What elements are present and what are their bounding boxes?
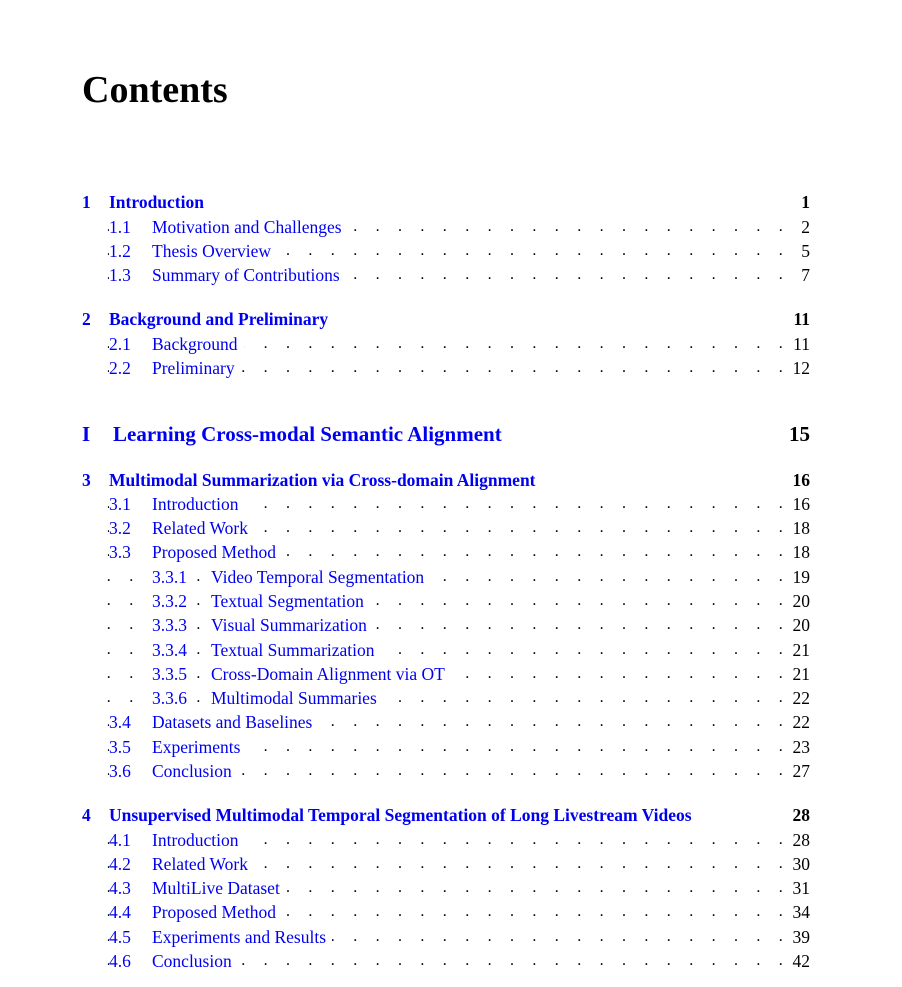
section-number: 3.2 xyxy=(109,516,137,540)
page-number: 1 xyxy=(795,190,810,214)
page-number: 28 xyxy=(787,828,811,852)
section-link[interactable]: Summary of Contributions xyxy=(152,263,346,287)
toc-part-one[interactable] xyxy=(0,419,902,449)
part-number: I xyxy=(82,419,96,449)
toc-entry[interactable] xyxy=(0,900,902,924)
section-number: 1.3 xyxy=(109,263,137,287)
part-link[interactable]: Learning Cross-modal Semantic Alignment xyxy=(113,419,508,449)
toc-chapter-livestream-segmentation[interactable] xyxy=(0,803,902,827)
page-number: 19 xyxy=(787,565,811,589)
subsection-link[interactable]: Video Temporal Segmentation xyxy=(211,565,430,589)
page-number: 34 xyxy=(787,900,811,924)
toc-entry[interactable] xyxy=(0,710,902,734)
toc-chapter-multimodal-summarization[interactable] xyxy=(0,468,902,492)
page-number: 28 xyxy=(787,803,811,827)
section-number: 3.6 xyxy=(109,759,137,783)
section-number: 3.4 xyxy=(109,710,137,734)
section-link[interactable]: Preliminary xyxy=(152,356,241,380)
toc-entry[interactable] xyxy=(0,239,902,263)
page-number: 39 xyxy=(787,925,811,949)
toc-entry[interactable] xyxy=(0,638,902,662)
page-number: 16 xyxy=(787,468,811,492)
section-number: 3.5 xyxy=(109,735,137,759)
section-number: 2.1 xyxy=(109,332,137,356)
chapter-link[interactable]: Introduction xyxy=(109,190,210,214)
page-number: 11 xyxy=(787,332,810,356)
page-number: 18 xyxy=(787,516,811,540)
section-number: 3.1 xyxy=(109,492,137,516)
toc-entry[interactable] xyxy=(0,215,902,239)
section-link[interactable]: MultiLive Dataset xyxy=(152,876,286,900)
page-number: 18 xyxy=(787,540,811,564)
page-number: 2 xyxy=(795,215,810,239)
toc-entry[interactable] xyxy=(0,589,902,613)
chapter-number: 3 xyxy=(82,468,97,492)
toc-entry[interactable] xyxy=(0,540,902,564)
chapter-link[interactable]: Unsupervised Multimodal Temporal Segmentation of Long Livestream Videos xyxy=(109,803,698,827)
section-link[interactable]: Thesis Overview xyxy=(152,239,277,263)
toc-entry[interactable] xyxy=(0,662,902,686)
page-number: 12 xyxy=(787,356,811,380)
dot-leader xyxy=(100,589,790,613)
page-number: 21 xyxy=(787,638,811,662)
section-link[interactable]: Experiments xyxy=(152,735,246,759)
toc-entry[interactable] xyxy=(0,332,902,356)
dot-leader xyxy=(100,638,790,662)
subsection-link[interactable]: Textual Segmentation xyxy=(211,589,370,613)
page-number: 11 xyxy=(787,307,810,331)
subsection-number: 3.3.2 xyxy=(152,589,193,613)
page-number: 15 xyxy=(783,419,810,449)
page-number: 16 xyxy=(787,492,811,516)
subsection-link[interactable]: Visual Summarization xyxy=(211,613,373,637)
section-link[interactable]: Datasets and Baselines xyxy=(152,710,318,734)
toc-entry[interactable] xyxy=(0,735,902,759)
subsection-number: 3.3.3 xyxy=(152,613,193,637)
section-number: 1.1 xyxy=(109,215,137,239)
chapter-number: 2 xyxy=(82,307,97,331)
section-link[interactable]: Background xyxy=(152,332,244,356)
page-number: 20 xyxy=(787,613,811,637)
chapter-number: 4 xyxy=(82,803,97,827)
section-link[interactable]: Related Work xyxy=(152,852,254,876)
section-number: 2.2 xyxy=(109,356,137,380)
page-number: 5 xyxy=(795,239,810,263)
page-number: 22 xyxy=(787,686,811,710)
page-number: 22 xyxy=(787,710,811,734)
toc-entry[interactable] xyxy=(0,876,902,900)
toc-entry[interactable] xyxy=(0,759,902,783)
chapter-link[interactable]: Background and Preliminary xyxy=(109,307,334,331)
toc-entry[interactable] xyxy=(0,852,902,876)
section-number: 4.2 xyxy=(109,852,137,876)
section-number: 1.2 xyxy=(109,239,137,263)
page-number: 7 xyxy=(795,263,810,287)
chapter-link[interactable]: Multimodal Summarization via Cross-domain Alignment xyxy=(109,468,542,492)
section-number: 4.1 xyxy=(109,828,137,852)
subsection-number: 3.3.1 xyxy=(152,565,193,589)
toc-entry[interactable] xyxy=(0,492,902,516)
toc-entry[interactable] xyxy=(0,356,902,380)
section-number: 4.3 xyxy=(109,876,137,900)
section-link[interactable]: Proposed Method xyxy=(152,900,282,924)
section-link[interactable]: Motivation and Challenges xyxy=(152,215,348,239)
section-link[interactable]: Introduction xyxy=(152,492,245,516)
page-number: 42 xyxy=(787,949,811,973)
section-link[interactable]: Conclusion xyxy=(152,759,238,783)
page-title: Contents xyxy=(82,69,228,111)
toc-entry[interactable] xyxy=(0,686,902,710)
page-number: 21 xyxy=(787,662,811,686)
page-number: 20 xyxy=(787,589,811,613)
section-number: 4.4 xyxy=(109,900,137,924)
section-link[interactable]: Related Work xyxy=(152,516,254,540)
toc-entry[interactable] xyxy=(0,516,902,540)
subsection-link[interactable]: Cross-Domain Alignment via OT xyxy=(211,662,451,686)
section-link[interactable]: Conclusion xyxy=(152,949,238,973)
subsection-number: 3.3.5 xyxy=(152,662,193,686)
page-number: 30 xyxy=(787,852,811,876)
toc-entry[interactable] xyxy=(0,828,902,852)
dot-leader xyxy=(100,613,790,637)
subsection-number: 3.3.6 xyxy=(152,686,193,710)
section-number: 3.3 xyxy=(109,540,137,564)
dot-leader xyxy=(100,565,790,589)
toc-entry[interactable] xyxy=(0,949,902,973)
toc-entry[interactable] xyxy=(0,613,902,637)
toc-chapter-background[interactable] xyxy=(0,307,902,331)
subsection-link[interactable]: Multimodal Summaries xyxy=(211,686,383,710)
page-number: 27 xyxy=(787,759,811,783)
chapter-number: 1 xyxy=(82,190,97,214)
subsection-link[interactable]: Textual Summarization xyxy=(211,638,381,662)
page-number: 23 xyxy=(787,735,811,759)
toc-entry[interactable] xyxy=(0,263,902,287)
dot-leader xyxy=(100,686,790,710)
section-link[interactable]: Introduction xyxy=(152,828,245,852)
toc-entry[interactable] xyxy=(0,565,902,589)
subsection-number: 3.3.4 xyxy=(152,638,193,662)
section-number: 4.6 xyxy=(109,949,137,973)
section-link[interactable]: Experiments and Results xyxy=(152,925,332,949)
toc-chapter-introduction[interactable] xyxy=(0,190,902,214)
toc-entry[interactable] xyxy=(0,925,902,949)
page-number: 31 xyxy=(787,876,811,900)
section-number: 4.5 xyxy=(109,925,137,949)
section-link[interactable]: Proposed Method xyxy=(152,540,282,564)
